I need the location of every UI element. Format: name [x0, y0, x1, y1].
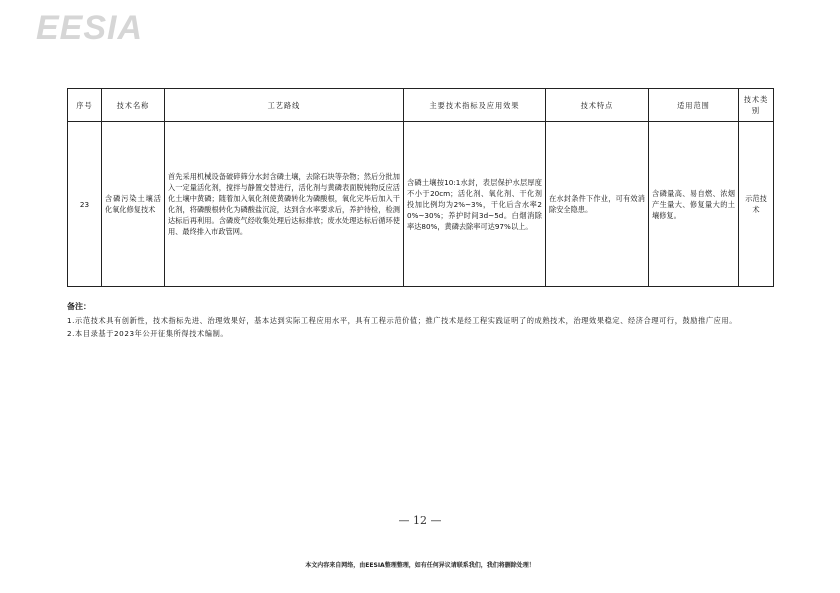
header-process: 工艺路线: [165, 89, 404, 122]
header-name: 技术名称: [102, 89, 165, 122]
footer-disclaimer: 本文内容来自网络，由EESIA整理整理，如有任何异议请联系我们，我们将删除处理！: [305, 562, 535, 569]
cell-category: 示范技术: [739, 122, 774, 287]
cell-number: 23: [68, 122, 102, 287]
technology-table: [67, 88, 774, 287]
eesia-logo: EESIA: [36, 9, 144, 47]
header-features: 技术特点: [546, 89, 649, 122]
table-header-row: [68, 89, 774, 122]
header-indicators: 主要技术指标及应用效果: [404, 89, 546, 122]
page-number: — 12 —: [398, 514, 442, 527]
cell-name: 含磷污染土壤活化氧化修复技术: [102, 122, 165, 287]
note-item: 2.本目录基于2023年公开征集所得技术编制。: [67, 329, 229, 338]
table-row: [68, 122, 774, 287]
cell-features: 在水封条件下作业，可有效消除安全隐患。: [546, 122, 649, 287]
cell-scope: 含磷量高、易自燃、浓烟产生量大、修复量大的土壤修复。: [649, 122, 739, 287]
header-number: 序号: [68, 89, 102, 122]
cell-indicators: 含磷土壤按10:1水封，表层保护水层厚度不小于20cm；活化剂、氧化剂、干化剂投加比例均为2%~3%，干化后含水率20%~30%；养护时间3d~5d。白烟消除率达80%，黄磷去除率可达97%以上。: [404, 122, 546, 287]
header-category: 技术类别: [739, 89, 774, 122]
header-scope: 适用范围: [649, 89, 739, 122]
notes-title: 备注：: [67, 302, 91, 311]
note-item: 1.示范技术具有创新性，技术指标先进、治理效果好，基本达到实际工程应用水平，具有工程示范价值；推广技术是经工程实践证明了的成熟技术，治理效果稳定、经济合理可行，鼓励推广应用。: [67, 316, 738, 325]
cell-process: 首先采用机械设备破碎筛分水封含磷土壤，去除石块等杂物；然后分批加入一定量活化剂，搅拌与静置交替进行，活化剂与黄磷表面脱钝物反应活化土壤中黄磷；随着加入氧化剂使黄磷转化为磷酸根，氧化完毕后加入干化剂，将磷酸根转化为磷酸盐沉淀，达到含水率要求后，养护待检，检测达标后再利用。含磷废气经收集处理后达标排放；废水处理达标后循环使用、最终排入市政管网。: [165, 122, 404, 287]
notes-section: [67, 300, 773, 340]
